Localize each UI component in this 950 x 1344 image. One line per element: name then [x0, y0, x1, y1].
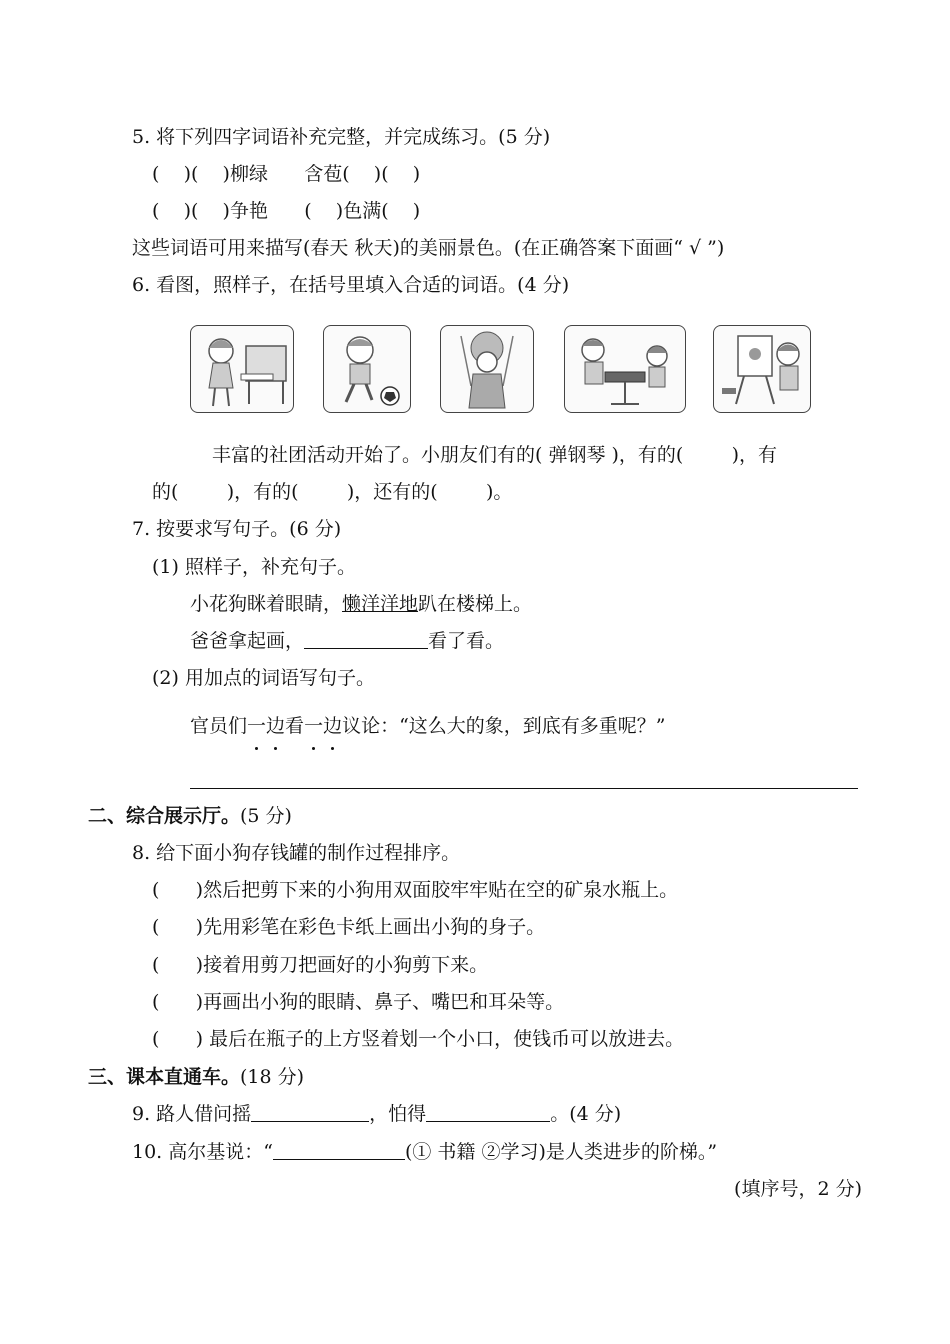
- section-2-heading: [88, 804, 292, 828]
- q7-answer-line[interactable]: [190, 788, 858, 789]
- q5-row-2: ( )( )争艳 ( )色满( ): [152, 200, 421, 222]
- dotted-char: 边: [323, 714, 342, 738]
- dotted-char: 边: [266, 714, 285, 738]
- emphasis-dot: [255, 747, 258, 750]
- q6-paragraph-line-2: 的( )，有的( )，还有的( )。: [152, 481, 513, 503]
- section-2-title: 二、综合展示厅。: [88, 805, 241, 827]
- q5-title: 5. 将下列四字词语补充完整，并完成练习。(5 分): [132, 126, 551, 148]
- q8-item: ( )接着用剪刀把画好的小狗剪下来。: [152, 954, 489, 976]
- q7-sub-1: (1) 照样子，补充句子。: [152, 556, 356, 578]
- q10-note: (填序号，2 分): [734, 1178, 862, 1200]
- q9-blank-2[interactable]: [426, 1103, 550, 1122]
- q10-part-b: (① 书籍 ②学习)是人类进步的阶梯。”: [404, 1141, 718, 1163]
- q8-item: ( ) 最后在瓶子的上方竖着划一个小口，使钱币可以放进去。: [152, 1028, 685, 1050]
- q10-part-a: 10. 高尔基说：“: [132, 1141, 273, 1163]
- q9-blank-1[interactable]: [251, 1103, 369, 1122]
- q6-title: 6. 看图，照样子，在括号里填入合适的词语。(4 分): [132, 274, 570, 296]
- q7-dotted-sentence: [190, 714, 666, 738]
- q5-note: 这些词语可用来描写(春天 秋天)的美丽景色。(在正确答案下面画“ √ ”): [132, 237, 725, 259]
- fill-post: 看了看。: [428, 630, 505, 652]
- fill-pre: 爸爸拿起画，: [190, 630, 305, 652]
- example-underlined-word: 懒洋洋地: [342, 593, 419, 615]
- q7-fill-sentence: [190, 629, 504, 653]
- fill-blank[interactable]: [304, 630, 428, 649]
- sent-post: 议论：“这么大的象，到底有多重呢？”: [342, 715, 666, 737]
- chess-picture: [564, 325, 686, 413]
- sent-pre: 官员们: [190, 715, 248, 737]
- q9-part-b: ，怕得: [369, 1103, 427, 1125]
- section-2-score: (5 分): [240, 805, 292, 827]
- emphasis-dot: [312, 747, 315, 750]
- q7-title: 7. 按要求写句子。(6 分): [132, 518, 342, 540]
- q8-title: 8. 给下面小狗存钱罐的制作过程排序。: [132, 842, 461, 864]
- section-3-heading: [88, 1065, 304, 1089]
- q10: [132, 1140, 717, 1164]
- q6-paragraph-line-1: 丰富的社团活动开始了。小朋友们有的( 弹钢琴 )，有的( )，有: [212, 444, 778, 466]
- q9: [132, 1102, 621, 1126]
- piano-girl-picture: [190, 325, 294, 413]
- q7-example-sentence: [190, 592, 532, 616]
- q8-item: ( )先用彩笔在彩色卡纸上画出小狗的身子。: [152, 916, 546, 938]
- q8-item: ( )然后把剪下来的小狗用双面胶牢牢贴在空的矿泉水瓶上。: [152, 879, 679, 901]
- q5-row-1: ( )( )柳绿 含苞( )( ): [152, 163, 421, 185]
- q7-sub-2: (2) 用加点的词语写句子。: [152, 667, 375, 689]
- dotted-char: 一: [304, 714, 323, 738]
- sent-mid: 看: [285, 715, 305, 737]
- dotted-char: 一: [247, 714, 266, 738]
- example-pre: 小花狗眯着眼睛，: [190, 593, 343, 615]
- emphasis-dot: [331, 747, 334, 750]
- q8-item: ( )再画出小狗的眼睛、鼻子、嘴巴和耳朵等。: [152, 991, 565, 1013]
- section-3-title: 三、课本直通车。: [88, 1066, 241, 1088]
- example-post: 趴在楼梯上。: [418, 593, 533, 615]
- painting-picture: [713, 325, 811, 413]
- q9-part-a: 9. 路人借问摇: [132, 1103, 252, 1125]
- q9-part-c: 。(4 分): [550, 1103, 622, 1125]
- section-3-score: (18 分): [240, 1066, 305, 1088]
- q10-blank[interactable]: [273, 1141, 405, 1160]
- football-boy-picture: [323, 325, 411, 413]
- opera-picture: [440, 325, 534, 413]
- emphasis-dot: [274, 747, 277, 750]
